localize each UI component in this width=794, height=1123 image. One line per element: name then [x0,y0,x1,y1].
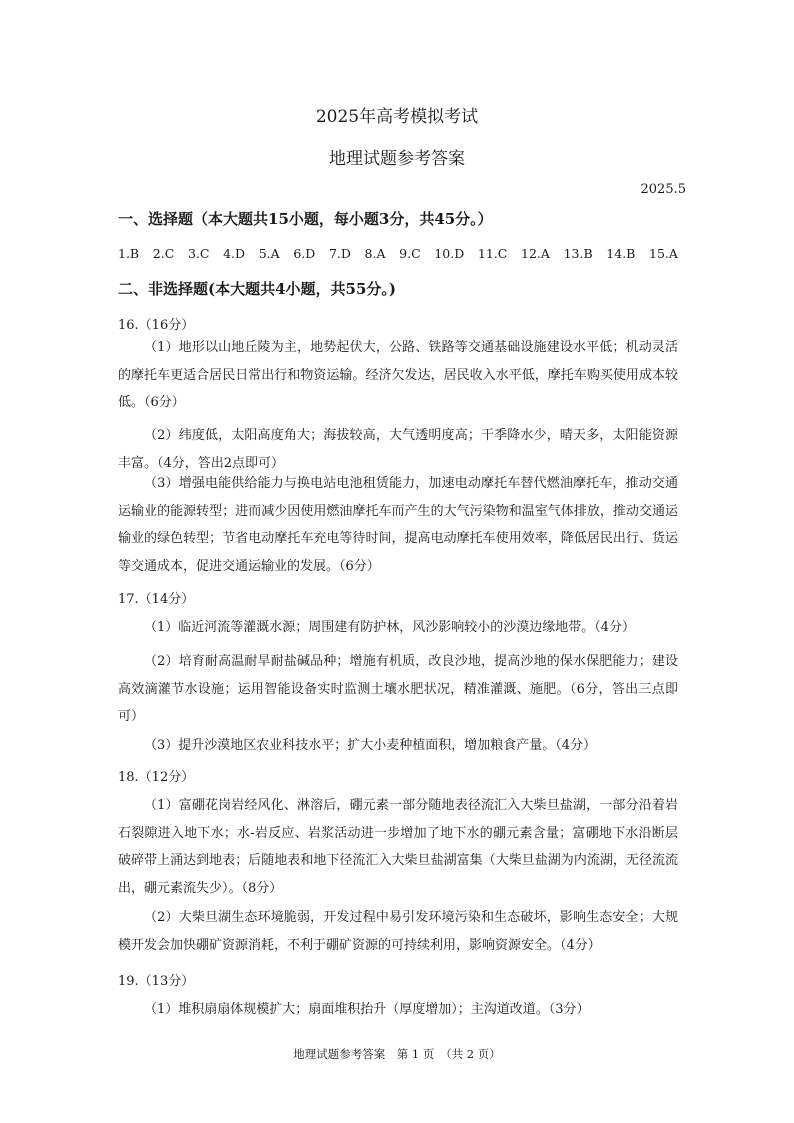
answer-item: 14.B [606,246,636,261]
question-19-label: 19.（13分） [118,974,195,989]
question-18-label: 18.（12分） [118,770,195,785]
section1-heading: 一、选择题（本大题共15小题，每小题3分，共45分。） [118,210,493,228]
answer-item: 13.B [563,246,593,261]
page-footer: 地理试题参考答案 第 1 页 （共 2 页） [293,1047,501,1061]
question-16-part-2: （2）纬度低，太阳高度角大；海拔较高，大气透明度高；干季降水少，晴天多，太阳能资源丰富。（4分，答出2点即可） [118,428,678,471]
question-19-part-1: （1）堆积扇扇体规模扩大；扇面堆积抬升（厚度增加）；主沟道改道。（3分） [144,1002,590,1017]
question-17-part-3: （3）提升沙漠地区农业科技水平；扩大小麦种植面积，增加粮食产量。（4分） [144,738,597,753]
answer-item: 15.A [649,246,678,261]
answer-item: 6.D [293,246,316,261]
question-16-part-1: （1）地形以山地丘陵为主，地势起伏大，公路、铁路等交通基础设施建设水平低；机动灵活的摩托车更适合居民日常出行和物资运输。经济欠发达，居民收入水平低，摩托车购买使用成本较低。（6分） [118,340,678,410]
answer-item: 5.A [258,246,280,261]
question-18-part-2: （2）大柴旦湖生态环境脆弱，开发过程中易引发环境污染和生态破坏，影响生态安全；大规模开发会加快硼矿资源消耗，不利于硼矿资源的可持续利用，影响资源安全。（4分） [118,910,678,953]
answer-item: 4.D [223,246,246,261]
answer-item: 9.C [399,246,421,261]
answer-item: 12.A [521,246,550,261]
question-16-part-3: （3）增强电能供给能力与换电站电池租赁能力，加速电动摩托车替代燃油摩托车，推动交通运输业的能源转型；进而减少因使用燃油摩托车而产生的大气污染物和温室气体排放，推动交通运输业的绿色转型；节省电动摩托车充电等待时间，提高电动摩托车使用效率，降低居民出行、货运等交通成本，促进交通运输业的发展。（6分） [118,476,678,574]
answer-key-row [118,246,678,261]
section2-heading: 二、非选择题(本大题共4小题，共55分。) [118,280,397,298]
question-16-label: 16.（16分） [118,318,195,333]
answer-item: 7.D [328,246,351,261]
question-18-part-1: （1）富硼花岗岩经风化、淋溶后，硼元素一部分随地表径流汇入大柴旦盐湖，一部分沿着岩石裂隙进入地下水；水-岩反应、岩浆活动进一步增加了地下水的硼元素含量；富硼地下水沿断层破碎带上涌达到地表；后随地表和地下径流汇入大柴旦盐湖富集（大柴旦盐湖为内流湖，无径流流出，硼元素流失少）。（8分） [118,798,678,896]
answer-item: 11.C [477,246,508,261]
document-date: 2025.5 [640,182,686,197]
answer-item: 1.B [118,246,140,261]
answer-item: 8.A [364,246,386,261]
answer-item: 2.C [152,246,175,261]
question-17-part-1: （1）临近河流等灌溉水源；周围建有防护林，风沙影响较小的沙漠边缘地带。（4分） [144,620,636,635]
question-17-part-2: （2）培育耐高温耐旱耐盐碱品种；增施有机质，改良沙地，提高沙地的保水保肥能力；建设高效滴灌节水设施；运用智能设备实时监测土壤水肥状况，精准灌溉、施肥。（6分，答出三点即可） [118,654,678,724]
answer-item: 3.C [187,246,210,261]
document-title: 2025年高考模拟考试 [315,107,479,127]
question-17-label: 17.（14分） [118,592,195,607]
document-subtitle: 地理试题参考答案 [329,149,465,169]
answer-item: 10.D [434,246,465,261]
